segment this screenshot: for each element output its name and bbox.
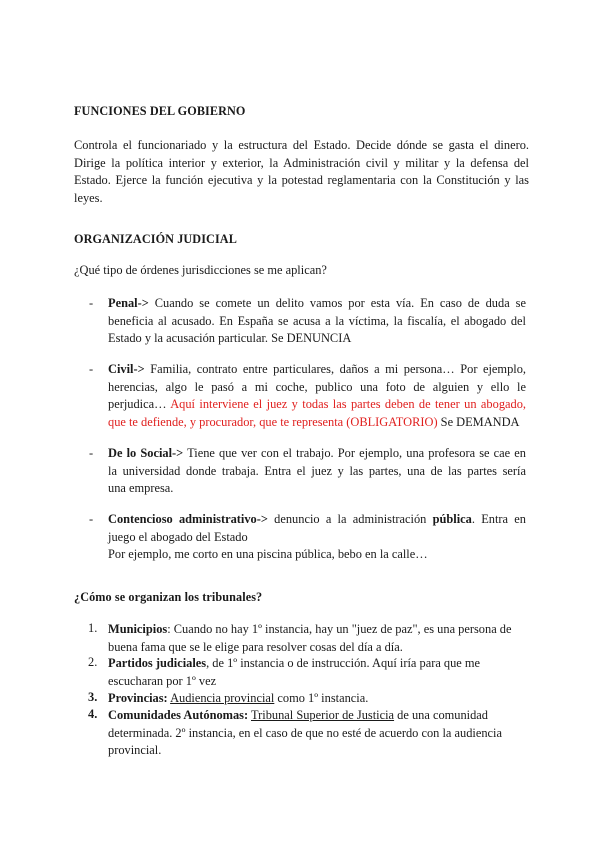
text-line: la universidad donde trabaja. Entra el juez y las partes, una de las partes sería [108, 463, 526, 478]
contencioso-label: Contencioso administrativo-> [108, 512, 268, 526]
list-number: 4. [88, 707, 98, 721]
text-line: leyes. [74, 190, 103, 205]
list-number: 3. [88, 690, 98, 704]
text: Familia, contrato entre particulares, daños a mi persona… Por ejemplo, [144, 362, 526, 376]
text-line: Dirige la política interior y exterior, la Administración civil y militar y la defensa del [74, 155, 529, 170]
text: Cuando se comete un delito vamos por esta vía. En caso de duda se [148, 296, 526, 310]
list-item-partidos [108, 655, 528, 690]
list-item-contencioso [108, 511, 526, 564]
text-line: determinada. 2º instancia, en el caso de que no esté de acuerdo con la audiencia [108, 725, 502, 740]
bullet-marker: - [89, 362, 94, 376]
paragraph-funciones [74, 137, 529, 207]
list-item-penal [108, 295, 526, 348]
text: Tiene que ver con el trabajo. Por ejemplo, una profesora se cae en [183, 446, 526, 460]
list-item-civil [108, 361, 526, 431]
text-line: escucharan por 1º vez [108, 673, 217, 688]
highlight-text: que te defiende, y procurador, que te representa (OBLIGATORIO) [108, 414, 438, 429]
text-line: Controla el funcionariado y la estructura del Estado. Decide dónde se gasta el dinero. [74, 138, 529, 152]
text-line: beneficia al acusado. En España se acusa a la víctima, la fiscalía, el abogado del [108, 313, 526, 328]
list-item-comunidades [108, 707, 528, 760]
section-title-organizacion: ORGANIZACIÓN JUDICIAL [74, 232, 237, 246]
underlined-text: Tribunal Superior de Justicia [251, 708, 395, 722]
question-line: ¿Qué tipo de órdenes jurisdicciones se me aplican? [74, 263, 327, 277]
item-label: Provincias: [108, 691, 168, 705]
text-line: Estado. Ejerce la función ejecutiva y la potestad reglamentaria con la Constitución y las [74, 173, 529, 188]
text-line: Por ejemplo, me corto en una piscina pública, bebo en la calle… [108, 547, 428, 562]
text: denuncio a la administración [267, 512, 433, 526]
section-title-funciones: FUNCIONES DEL GOBIERNO [74, 104, 246, 118]
penal-label: Penal-> [108, 296, 149, 310]
text: como 1º instancia. [274, 691, 369, 705]
bold-text: pública [432, 512, 472, 526]
text-line: juego el abogado del Estado [108, 529, 248, 544]
social-label: De lo Social-> [108, 446, 184, 460]
text-line: una empresa. [108, 481, 174, 496]
item-label: Municipios [108, 622, 168, 636]
bullet-marker: - [89, 296, 94, 310]
text: de una comunidad [394, 708, 488, 722]
item-label: Comunidades Autónomas: [108, 708, 249, 722]
bullet-marker: - [89, 512, 94, 526]
highlight-text: Aquí interviene el juez y todas las partes deben de tener un abogado, [170, 397, 526, 412]
bullet-marker: - [89, 446, 94, 460]
text: Se DEMANDA [437, 414, 520, 429]
underlined-text: Audiencia provincial [170, 691, 275, 705]
text-line: provincial. [108, 743, 162, 758]
item-label: Partidos judiciales [108, 656, 207, 670]
text-line: buena fama que se le elige para resolver cosas del día a día. [108, 639, 403, 654]
text: perjudica… [108, 397, 171, 412]
list-number: 1. [88, 621, 98, 635]
text-line: herencias, algo le pasó a mi coche, publico una foto de alguien y ello le [108, 379, 526, 394]
civil-label: Civil-> [108, 362, 145, 376]
text-line: Estado y la acusación particular. Se DENUNCIA [108, 331, 352, 346]
text: , de 1º instancia o de instrucción. Aquí iría para que me [206, 656, 481, 670]
text: . Entra en [471, 512, 526, 526]
text: : Cuando no hay 1º instancia, hay un "juez de paz", es una persona de [167, 622, 512, 636]
list-item-municipios [108, 621, 528, 656]
list-number: 2. [88, 655, 98, 669]
list-item-provincias [108, 690, 528, 708]
list-item-social [108, 445, 526, 498]
section-title-tribunales: ¿Cómo se organizan los tribunales? [74, 590, 263, 604]
question-text [74, 262, 529, 280]
